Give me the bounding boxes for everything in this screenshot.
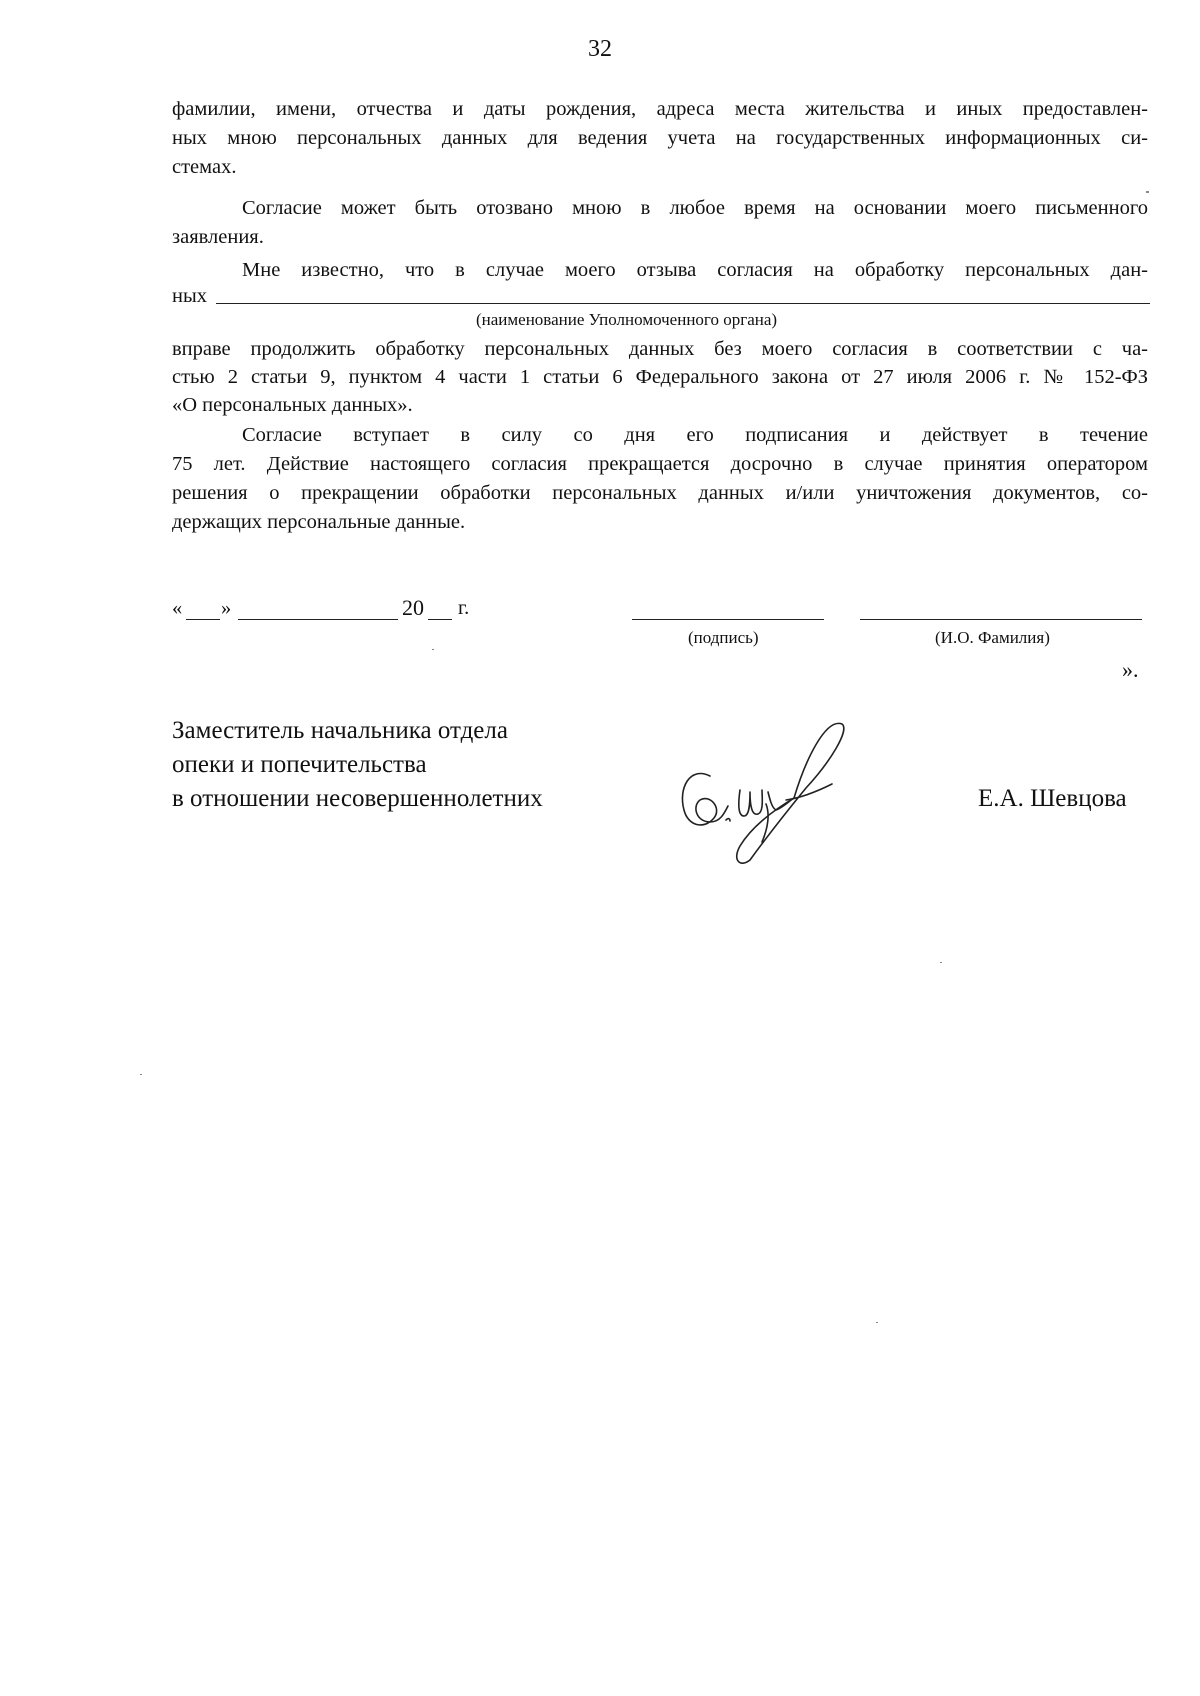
- date-close-quote: »: [221, 597, 232, 619]
- scan-speck: [876, 1322, 878, 1323]
- scan-speck: [1146, 191, 1149, 193]
- date-year-suffix: г.: [458, 597, 470, 619]
- full-name-field[interactable]: [860, 619, 1142, 620]
- paragraph-3-line-1: Мне известно, что в случае моего отзыва согласия на обработку персональных дан-: [242, 259, 1148, 281]
- paragraph-3-line-3: вправе продолжить обработку персональных данных без моего согласия в соответствии с ча-: [172, 338, 1148, 360]
- signatory-title-line-2: опеки и попечительства: [172, 751, 427, 778]
- closing-quote: ».: [1122, 657, 1139, 682]
- authority-name-hint: (наименование Уполномоченного органа): [476, 310, 778, 329]
- paragraph-1-line-1: фамилии, имени, отчества и даты рождения, адреса места жительства и иных предоставлен-: [172, 98, 1148, 120]
- date-day-field[interactable]: [186, 619, 220, 620]
- handwritten-signature: [670, 718, 850, 868]
- paragraph-2-line-1: Согласие может быть отозвано мною в любое время на основании моего письменного: [242, 197, 1148, 219]
- paragraph-1-line-2: ных мною персональных данных для ведения учета на государственных информационных си-: [172, 127, 1148, 149]
- authority-name-field[interactable]: [216, 303, 1150, 304]
- date-year-field[interactable]: [428, 619, 452, 620]
- signature-hint: (подпись): [688, 628, 759, 647]
- scan-speck: [940, 962, 942, 963]
- signatory-title-line-3: в отношении несовершеннолетних: [172, 785, 543, 812]
- scan-speck: [140, 1074, 142, 1075]
- paragraph-4-line-3: решения о прекращении обработки персональных данных и/или уничтожения документов, со-: [172, 482, 1148, 504]
- date-month-field[interactable]: [238, 619, 398, 620]
- signature-field[interactable]: [632, 619, 824, 620]
- paragraph-2-line-2: заявления.: [172, 226, 264, 248]
- paragraph-3-line-2: ных: [172, 285, 207, 307]
- paragraph-1-line-3: стемах.: [172, 156, 237, 178]
- paragraph-3-line-5: «О персональных данных».: [172, 394, 413, 416]
- date-year-prefix: 20: [402, 595, 424, 620]
- signatory-title-line-1: Заместитель начальника отдела: [172, 717, 508, 744]
- signatory-name: Е.А. Шевцова: [978, 785, 1127, 812]
- date-open-quote: «: [172, 597, 183, 619]
- paragraph-4-line-2: 75 лет. Действие настоящего согласия прекращается досрочно в случае принятия оператором: [172, 453, 1148, 475]
- paragraph-4-line-4: держащих персональные данные.: [172, 511, 466, 533]
- paragraph-3-line-4: стью 2 статьи 9, пунктом 4 части 1 статьи 6 Федерального закона от 27 июля 2006 г. № 152-ФЗ: [172, 366, 1148, 388]
- full-name-hint: (И.О. Фамилия): [935, 628, 1050, 647]
- scan-speck: [432, 649, 434, 650]
- paragraph-4-line-1: Согласие вступает в силу со дня его подписания и действует в течение: [242, 424, 1148, 446]
- page-number: 32: [588, 36, 612, 62]
